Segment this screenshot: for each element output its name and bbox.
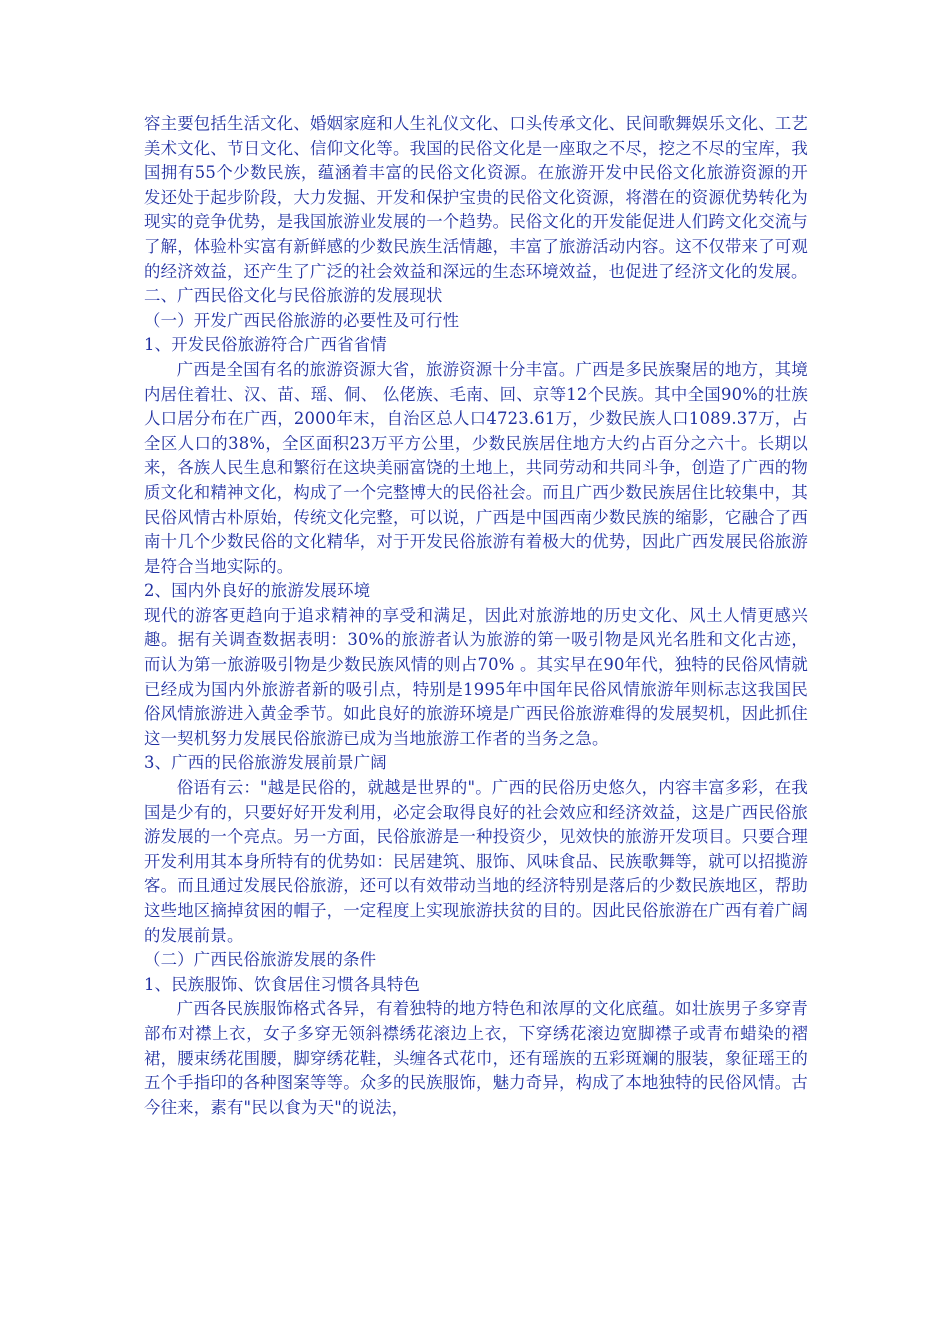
- body-paragraph: 现代的游客更趋向于追求精神的享受和满足，因此对旅游地的历史文化、风土人情更感兴趣。据有关调查数据表明：30%的旅游者认为旅游的第一吸引物是风光名胜和文化古迹，而认为第一旅游吸引物是少数民族风情的则占70% 。其实早在90年代，独特的民俗风情就已经成为国内外旅游者新的吸引点，特别是1995年中国年民俗风情旅游年则标志这我国民俗风情旅游进入黄金季节。如此良好的旅游环境是广西民俗旅游难得的发展契机，因此抓住这一契机努力发展民俗旅游已成为当地旅游工作者的当务之急。: [144, 605, 808, 748]
- body-paragraph: 广西各民族服饰格式各异，有着独特的地方特色和浓厚的文化底蕴。如壮族男子多穿青部布对襟上衣，女子多穿无领斜襟绣花滚边上衣，下穿绣花滚边宽脚襟子或青布蜡染的褶裙，腰束绣花围腰，脚穿绣花鞋，头缠各式花巾，还有瑶族的五彩斑斓的服装，象征瑶王的五个手指印的各种图案等等。众多的民族服饰，魅力奇异，构成了本地独特的民俗风情。古今往来，素有"民以食为天"的说法，: [144, 999, 808, 1117]
- body-paragraph: 广西是全国有名的旅游资源大省，旅游资源十分丰富。广西是多民族聚居的地方，其境内居住着壮、汉、苗、瑶、侗、 仫佬族、毛南、回、京等12个民族。其中全国90%的壮族人口居分布在广西，2000年末，自治区总人口4723.61万，少数民族人口1089.37万，占全区人口的38%，全区面积23万平方公里，少数民族居住地方大约占百分之六十。长期以来，各族人民生息和繁衍在这块美丽富饶的土地上，共同劳动和共同斗争，创造了广西的物质文化和精神文化，构成了一个完整博大的民俗社会。而且广西少数民族居住比较集中，其民俗风情古朴原始，传统文化完整，可以说，广西是中国西南少数民族的缩影，它融合了西南十几个少数民俗的文化精华，对于开发民俗旅游有着极大的优势，因此广西发展民俗旅游是符合当地实际的。: [144, 359, 808, 576]
- item-heading: 3、广西的民俗旅游发展前景广阔: [144, 753, 387, 773]
- item-heading: 1、开发民俗旅游符合广西省省情: [144, 335, 387, 355]
- item-heading: 1、民族服饰、饮食居住习惯各具特色: [144, 974, 421, 994]
- subsection-heading: （一）开发广西民俗旅游的必要性及可行性: [144, 310, 460, 330]
- body-paragraph: 俗语有云："越是民俗的，就越是世界的"。广西的民俗历史悠久，内容丰富多彩，在我国是少有的，只要好好开发利用，必定会取得良好的社会效应和经济效益，这是广西民俗旅游发展的一个亮点。另一方面，民俗旅游是一种投资少，见效快的旅游开发项目。只要合理开发利用其本身所特有的优势如：民居建筑、服饰、风味食品、民族歌舞等，就可以招揽游客。而且通过发展民俗旅游，还可以有效带动当地的经济特别是落后的少数民族地区，帮助这些地区摘掉贫困的帽子，一定程度上实现旅游扶贫的目的。因此民俗旅游在广西有着广阔的发展前景。: [144, 778, 808, 945]
- section-heading: 二、广西民俗文化与民俗旅游的发展现状: [144, 286, 443, 306]
- subsection-heading: （二）广西民俗旅游发展的条件: [144, 950, 377, 970]
- item-heading: 2、国内外良好的旅游发展环境: [144, 581, 371, 601]
- document-page: [144, 112, 808, 1120]
- body-paragraph: 容主要包括生活文化、婚姻家庭和人生礼仪文化、口头传承文化、民间歌舞娱乐文化、工艺美术文化、节日文化、信仰文化等。我国的民俗文化是一座取之不尽，挖之不尽的宝库，我国拥有55个少数民族，蕴涵着丰富的民俗文化资源。在旅游开发中民俗文化旅游资源的开发还处于起步阶段，大力发掘、开发和保护宝贵的民俗文化资源，将潜在的资源优势转化为现实的竞争优势，是我国旅游业发展的一个趋势。民俗文化的开发能促进人们跨文化交流与了解，体验朴实富有新鲜感的少数民族生活情趣，丰富了旅游活动内容。这不仅带来了可观的经济效益，还产生了广泛的社会效益和深远的生态环境效益，也促进了经济文化的发展。: [144, 114, 808, 281]
